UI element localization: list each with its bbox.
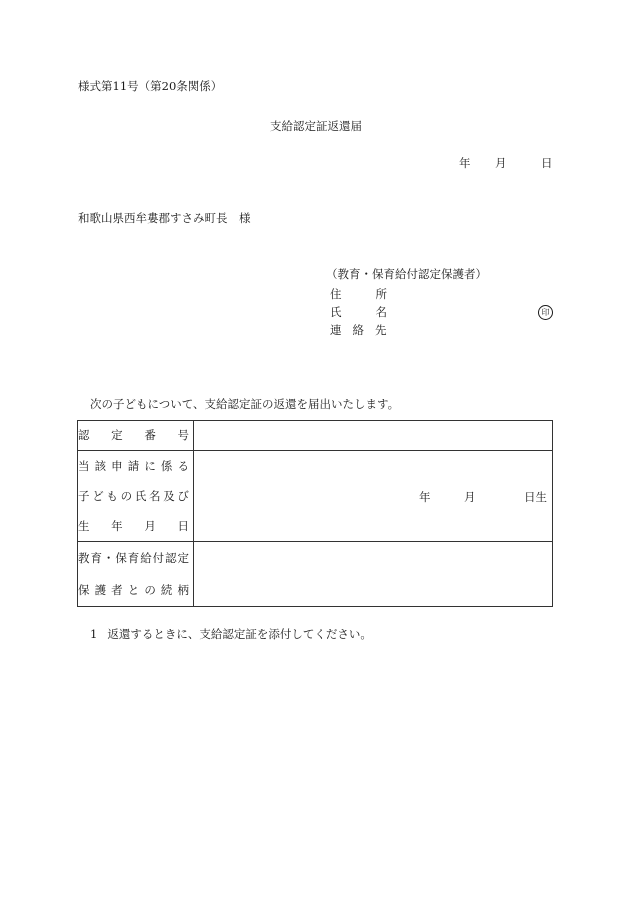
address-label: 住 所 (330, 287, 387, 301)
child-info-label: 当 該 申 請 に 係 る 子 ど も の 氏 名 及 び 生 年 月 日 (78, 451, 194, 542)
birth-year-label: 年 (419, 490, 431, 504)
intro-text: 次の子どもについて、支給認定証の返還を届出いたします。 (90, 397, 400, 411)
birth-month-label: 月 (464, 490, 476, 504)
form-number: 様式第11号（第20条関係） (78, 79, 223, 93)
guardian-relation-field[interactable] (194, 542, 553, 607)
birth-day-label: 日生 (524, 490, 547, 504)
row-certification-number (78, 421, 553, 451)
row-guardian-relation (78, 542, 553, 607)
child-info-field[interactable] (194, 451, 553, 542)
row-child-info (78, 451, 553, 542)
note-text: 返還するときに、支給認定証を添付してください。 (107, 627, 372, 641)
addressee: 和歌山県西牟婁郡すさみ町長 様 (78, 211, 251, 225)
note (90, 628, 372, 642)
guardian-relation-label: 教 育 ・ 保 育 給 付 認 定 保 護 者 と の 続 柄 (78, 542, 194, 607)
date-day-label: 日 (541, 156, 553, 170)
seal-mark-icon (538, 305, 553, 320)
certification-number-label: 認 定 番 号 (78, 421, 194, 451)
seal-label: 印 (538, 305, 553, 320)
date-month-label: 月 (495, 156, 507, 170)
return-form-table (77, 420, 553, 607)
contact-label: 連 絡 先 (330, 323, 387, 337)
applicant-heading: （教育・保育給付認定保護者） (326, 267, 487, 281)
name-label: 氏 名 (330, 305, 387, 319)
date-year-label: 年 (459, 156, 471, 170)
form-title: 支給認定証返還届 (270, 119, 362, 133)
certification-number-field[interactable] (194, 421, 553, 451)
note-number: 1 (90, 627, 98, 641)
